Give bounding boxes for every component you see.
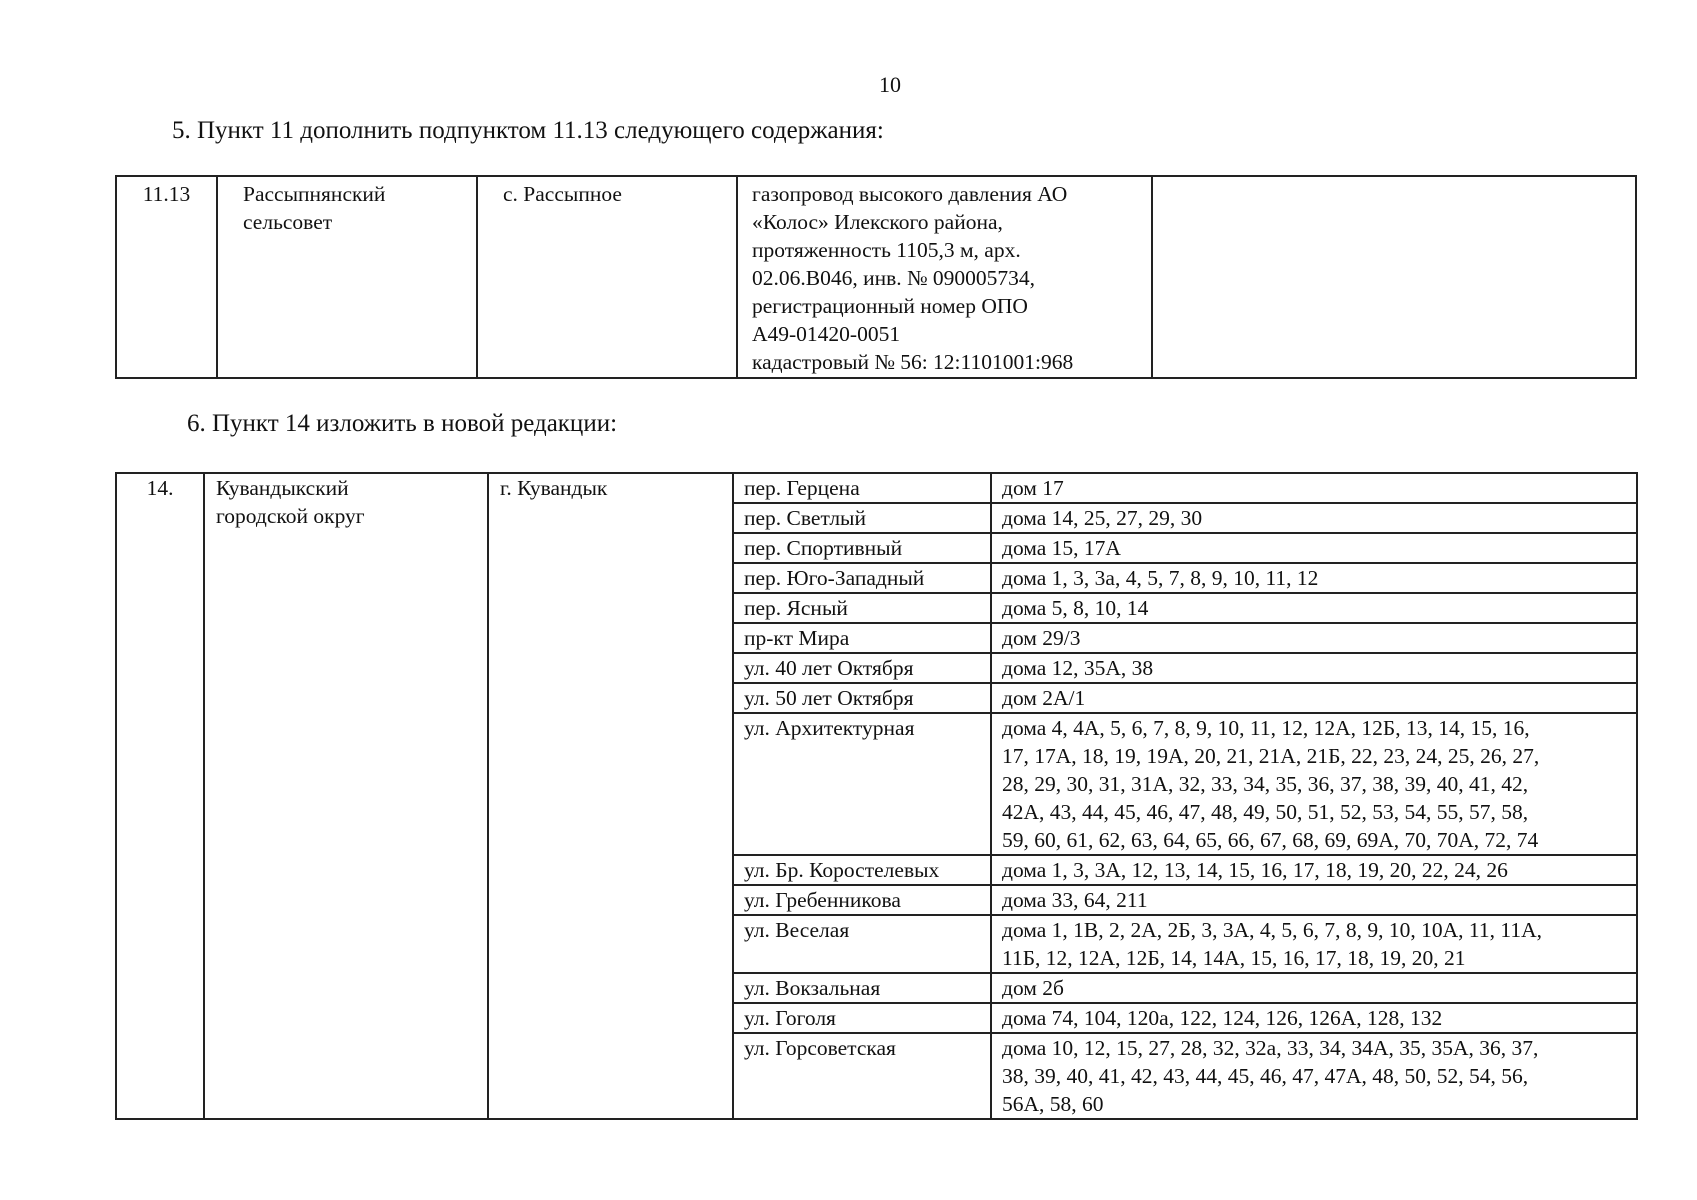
house-numbers-cell [991, 533, 1637, 563]
street-name-cell: пер. Светлый [733, 503, 991, 533]
house-numbers-line: дома 12, 35А, 38 [1002, 656, 1154, 680]
house-numbers-line: дома 15, 17А [1002, 536, 1121, 560]
house-numbers-line: 17, 17А, 18, 19, 19А, 20, 21, 21А, 21Б, 22, 23, 24, 25, 26, 27, [1002, 744, 1540, 768]
house-numbers-cell [991, 713, 1637, 855]
house-numbers-line: 42А, 43, 44, 45, 46, 47, 48, 49, 50, 51, 52, 53, 54, 55, 57, 58, [1002, 800, 1529, 824]
description-line: протяженность 1105,3 м, арх. [752, 238, 1021, 262]
street-name-cell: ул. Архитектурная [733, 713, 991, 855]
description-line: 02.06.В046, инв. № 090005734, [752, 266, 1036, 290]
house-numbers-line: дома 33, 64, 211 [1002, 888, 1148, 912]
street-name-cell: ул. Бр. Коростелевых [733, 855, 991, 885]
house-numbers-line: дома 1, 3, 3а, 4, 5, 7, 8, 9, 10, 11, 12 [1002, 566, 1319, 590]
house-numbers-line: 28, 29, 30, 31, 31А, 32, 33, 34, 35, 36, 37, 38, 39, 40, 41, 42, [1002, 772, 1529, 796]
house-numbers-line: 11Б, 12, 12А, 12Б, 14, 14А, 15, 16, 17, 18, 19, 20, 21 [1002, 946, 1466, 970]
row-number: 14. [116, 473, 204, 1119]
object-description-cell [737, 176, 1152, 378]
street-name-cell: пр-кт Мира [733, 623, 991, 653]
street-name-cell: ул. Вокзальная [733, 973, 991, 1003]
house-numbers-cell [991, 623, 1637, 653]
house-numbers-line: 59, 60, 61, 62, 63, 64, 65, 66, 67, 68, 69, 69А, 70, 70А, 72, 74 [1002, 828, 1539, 852]
locality-cell: с. Рассыпное [477, 176, 737, 378]
page-number: 10 [879, 72, 901, 97]
house-numbers-cell [991, 855, 1637, 885]
description-line: «Колос» Илекского района, [752, 210, 1003, 234]
table-row [116, 473, 1637, 503]
house-numbers-line: дома 5, 8, 10, 14 [1002, 596, 1149, 620]
municipality-line: сельсовет [243, 210, 333, 234]
section-6-heading: 6. Пункт 14 изложить в новой редакции: [187, 410, 618, 437]
house-numbers-line: дом 17 [1002, 476, 1064, 500]
house-numbers-cell [991, 683, 1637, 713]
street-name-cell: ул. 40 лет Октября [733, 653, 991, 683]
house-numbers-line: дома 10, 12, 15, 27, 28, 32, 32а, 33, 34, 34А, 35, 35А, 36, 37, [1002, 1036, 1539, 1060]
municipality-cell [217, 176, 477, 378]
house-numbers-line: дома 1, 1В, 2, 2А, 2Б, 3, 3А, 4, 5, 6, 7, 8, 9, 10, 10А, 11, 11А, [1002, 918, 1542, 942]
house-numbers-line: дома 74, 104, 120а, 122, 124, 126, 126А, 128, 132 [1002, 1006, 1443, 1030]
municipality-line: Кувандыкский [216, 476, 349, 500]
table-row [116, 176, 1636, 378]
house-numbers-cell [991, 915, 1637, 973]
house-numbers-line: 38, 39, 40, 41, 42, 43, 44, 45, 46, 47, 47А, 48, 50, 52, 54, 56, [1002, 1064, 1529, 1088]
street-name-cell: ул. Гребенникова [733, 885, 991, 915]
house-numbers-cell [991, 1033, 1637, 1119]
house-numbers-line: дома 1, 3, 3А, 12, 13, 14, 15, 16, 17, 18, 19, 20, 22, 24, 26 [1002, 858, 1508, 882]
empty-cell [1152, 176, 1636, 378]
house-numbers-line: дома 14, 25, 27, 29, 30 [1002, 506, 1203, 530]
street-name-cell: пер. Спортивный [733, 533, 991, 563]
description-line: газопровод высокого давления АО [752, 182, 1068, 206]
street-name-cell: пер. Герцена [733, 473, 991, 503]
street-name-cell: ул. Гоголя [733, 1003, 991, 1033]
street-name-cell: ул. Веселая [733, 915, 991, 973]
description-line: кадастровый № 56: 12:1101001:968 [752, 350, 1074, 374]
house-numbers-cell [991, 593, 1637, 623]
house-numbers-cell [991, 473, 1637, 503]
description-line: регистрационный номер ОПО [752, 294, 1028, 318]
description-line: А49-01420-0051 [752, 322, 901, 346]
house-numbers-line: дом 2А/1 [1002, 686, 1086, 710]
locality-cell: г. Кувандык [488, 473, 733, 1119]
municipality-line: Рассыпнянский [243, 182, 386, 206]
house-numbers-cell [991, 563, 1637, 593]
house-numbers-line: дом 2б [1002, 976, 1064, 1000]
house-numbers-line: дом 29/3 [1002, 626, 1081, 650]
house-numbers-line: дома 4, 4А, 5, 6, 7, 8, 9, 10, 11, 12, 12А, 12Б, 13, 14, 15, 16, [1002, 716, 1530, 740]
house-numbers-cell [991, 1003, 1637, 1033]
section-5-heading: 5. Пункт 11 дополнить подпунктом 11.13 следующего содержания: [172, 117, 884, 144]
amendment-table-14 [115, 472, 1638, 1120]
street-name-cell: пер. Ясный [733, 593, 991, 623]
house-numbers-cell [991, 973, 1637, 1003]
street-name-cell: ул. 50 лет Октября [733, 683, 991, 713]
street-name-cell: пер. Юго-Западный [733, 563, 991, 593]
house-numbers-cell [991, 885, 1637, 915]
amendment-table-11-13 [115, 175, 1637, 379]
house-numbers-cell [991, 653, 1637, 683]
row-number: 11.13 [116, 176, 217, 378]
house-numbers-line: 56А, 58, 60 [1002, 1092, 1104, 1116]
municipality-cell [204, 473, 488, 1119]
street-name-cell: ул. Горсоветская [733, 1033, 991, 1119]
house-numbers-cell [991, 503, 1637, 533]
municipality-line: городской округ [216, 504, 365, 528]
